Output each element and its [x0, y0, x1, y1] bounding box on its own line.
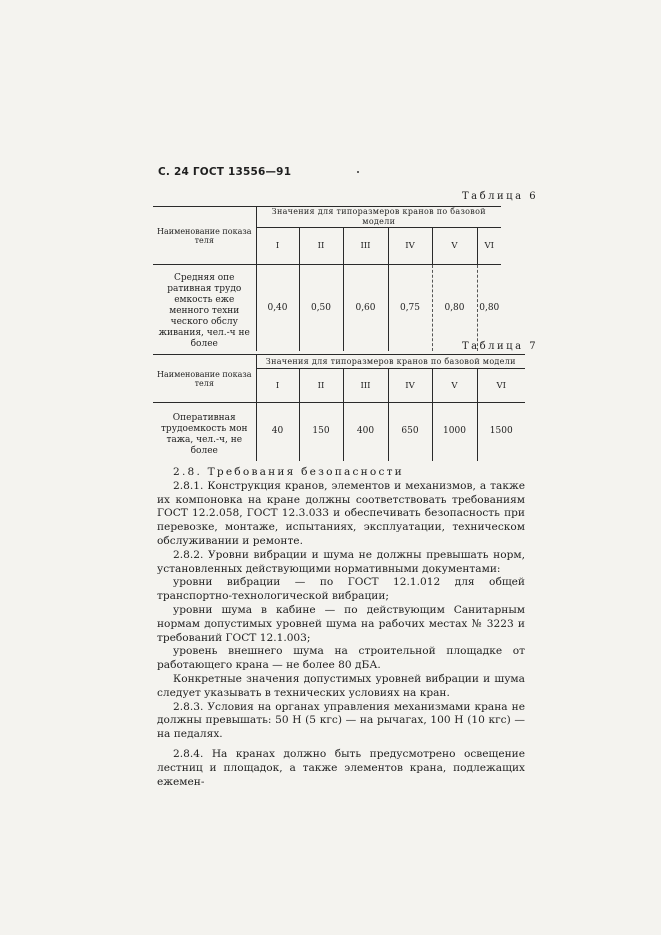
table6-value-4: 0,75 — [388, 265, 432, 351]
paragraph-2-8-4: 2.8.4. На кранах должно быть предусмотрено освещение лестниц и площадок, а также элементов крана, подлежащих ежемен- — [157, 747, 525, 788]
paragraph-vibration: уровни вибрации — по ГОСТ 12.1.012 для общей транспортно-технологической вибрации; — [157, 576, 525, 603]
table7-value-6: 1500 — [489, 425, 513, 436]
table7-col-6: VI — [477, 369, 525, 403]
table6-col-6: VI — [477, 228, 501, 265]
table7-col-2: II — [299, 369, 343, 403]
table6-col-5: V — [432, 228, 477, 265]
table7-name-header: Наименование показа теля — [153, 355, 256, 403]
paragraph-cabin-noise: уровни шума в кабине — по действующим Санитарным нормам допустимых уровней шума на рабочих местах № 3223 и требований ГОСТ 12.1.003; — [157, 603, 525, 644]
body-text — [157, 466, 525, 789]
table7-caption: Таблица 7 — [462, 341, 539, 352]
table7-group-header: Значения для типоразмеров кранов по базовой модели — [256, 355, 525, 369]
table7-value-4: 650 — [388, 403, 432, 461]
table6-col-1: I — [256, 228, 299, 265]
paragraph-external-noise: уровень внешнего шума на строительной площадке от работающего крана — не более 80 дБА. — [157, 645, 525, 672]
section-heading: 2.8. Требования безопасности — [173, 466, 404, 478]
paragraph-2-8-3: 2.8.3. Условия на органах управления механизмами крана не должны превышать: 50 Н (5 кгс) — на рычагах, 100 Н (10 кгс) — на педалях. — [157, 700, 525, 741]
table7-col-1: I — [256, 369, 299, 403]
table6-col-2: II — [299, 228, 343, 265]
table7-value-3: 400 — [343, 403, 388, 461]
table6-value-5: 0,80 — [432, 265, 477, 351]
table6-value-2: 0,50 — [299, 265, 343, 351]
table6-col-4: IV — [388, 228, 432, 265]
table6-caption: Таблица 6 — [462, 191, 539, 202]
table7-row-label: Оперативная трудоемкость мон тажа, чел.-ч, не более — [153, 403, 256, 461]
table6-row-label: Средняя опе ративная трудо емкость еже менного техни ческого обслу живания, чел.-ч не более — [153, 265, 256, 351]
dot-mark — [357, 171, 359, 173]
table6-value-6: 0,80 — [479, 302, 500, 313]
table6 — [153, 206, 501, 351]
table6-group-header: Значения для типоразмеров кранов по базовой модели — [256, 207, 501, 228]
table6-value-1: 0,40 — [256, 265, 299, 351]
paragraph-2-8-1: 2.8.1. Конструкция кранов, элементов и механизмов, а также их компоновка на кране должны соответствовать требованиям ГОСТ 12.2.058, ГОСТ 12.3.033 и обеспечивать безопасность при перевозке, монтаже, испытаниях, эксплуатации, техническом обслуживании и ремонте. — [157, 479, 525, 547]
table7-value-5: 1000 — [432, 403, 477, 461]
table6-name-header: Наименование показа теля — [153, 207, 256, 265]
paragraph-2-8-2: 2.8.2. Уровни вибрации и шума не должны превышать норм, установленных действующими нормативными документами: — [157, 548, 525, 575]
table7-col-5: V — [432, 369, 477, 403]
table6-col-3: III — [343, 228, 388, 265]
paragraph-specific-values: Конкретные значения допустимых уровней вибрации и шума следует указывать в технических условиях на кран. — [157, 672, 525, 699]
page-header: С. 24 ГОСТ 13556—91 — [158, 166, 292, 178]
table6-value-3: 0,60 — [343, 265, 388, 351]
table7 — [153, 354, 525, 461]
table7-col-3: III — [343, 369, 388, 403]
table7-col-4: IV — [388, 369, 432, 403]
table7-value-2: 150 — [299, 403, 343, 461]
table7-value-1: 40 — [256, 403, 299, 461]
